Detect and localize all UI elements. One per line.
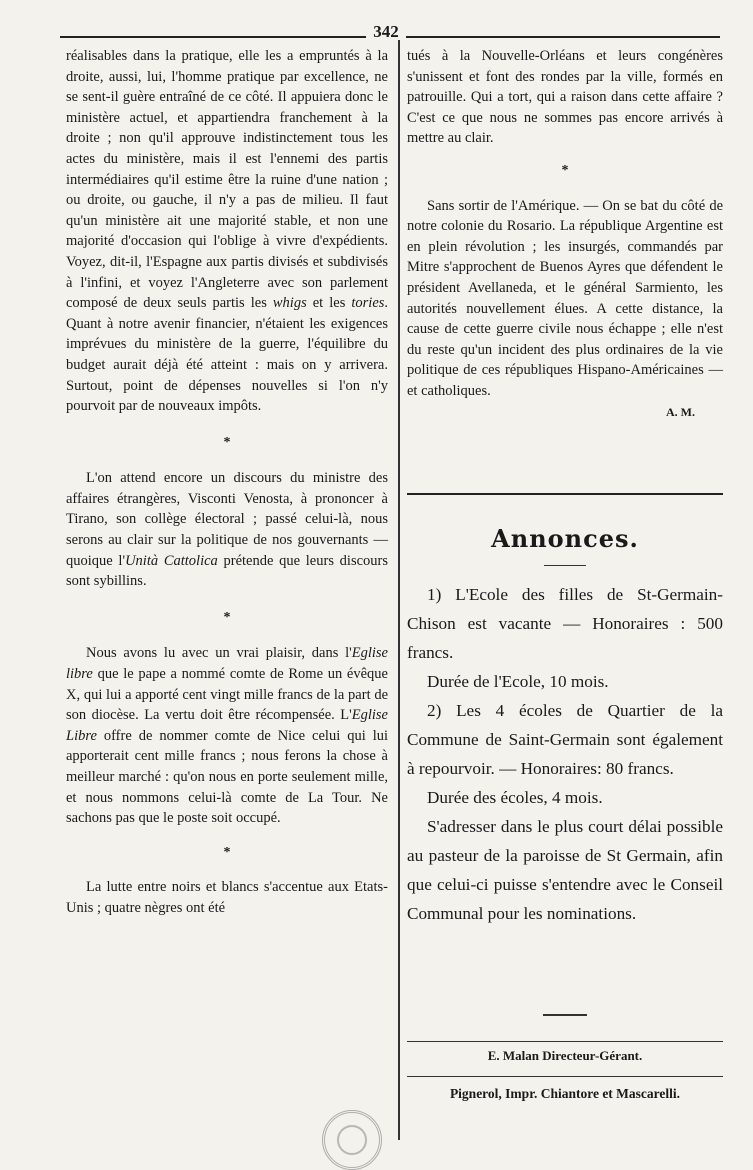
heading-underline bbox=[544, 565, 586, 566]
italic-term: Eglise Libre bbox=[66, 707, 388, 744]
announcement-item: 1) L'Ecole des filles de St-Germain-Chison est vacante — Honoraires : 500 francs. bbox=[407, 585, 723, 662]
paragraph-text: Nous avons lu avec un vrai plaisir, dans l' bbox=[86, 645, 352, 662]
paragraph-text: prétende que leurs discours sont sybillins. bbox=[66, 552, 389, 590]
paragraph-text: L'on attend encore un discours du ministre des affaires étrangères, Visconti Venosta, à prononcer à Tirano, son collège électoral ; passé celui-là, nous serons au clair sur la politique de nos gouvernants — quoique l' bbox=[66, 470, 388, 569]
annonces-heading: Annonces. bbox=[491, 524, 639, 553]
paragraph-text: offre de nommer comte de Nice celui qui lui apporterait cent mille francs ; nous ferons la chose à meilleur marché : qu'on nous en porte seulement mille, et nous nommons celui-là comte de La Tour. Ne sachons pas que le poste soit occupé. bbox=[66, 727, 388, 827]
section-separator: * bbox=[561, 162, 569, 178]
paragraph-text: . Quant à notre avenir financier, n'étaient les exigences imprévues du ministère de la guerre, l'équilibre du budget aurait déjà été atteint : mais on y arrivera. Surtout, point de dépenses nouvelles si l'on n'y pourvoit par de nouveaux impôts. bbox=[66, 295, 389, 415]
section-separator: * bbox=[223, 434, 231, 450]
article-paragraph: La lutte entre noirs et blancs s'accentue aux Etats-Unis ; quatre nègres ont été bbox=[66, 879, 388, 916]
article-paragraph: tués à la Nouvelle-Orléans et leurs congénères s'unissent et font des rondes par la ville, formés en patrouille. Qui a tort, qui a raison dans cette affaire ? C'est ce que nous ne sommes pas encore arrivés à mettre au clair. bbox=[407, 48, 723, 147]
footer-rule bbox=[407, 1076, 723, 1077]
announcement-item: 2) Les 4 écoles de Quartier de la Commune de Saint-Germain sont également à repourvoir. — Honoraires: 80 francs. bbox=[407, 701, 723, 778]
column-divider bbox=[398, 40, 400, 1140]
announcement-duration: Durée de l'Ecole, 10 mois. bbox=[427, 672, 609, 691]
page-number: 342 bbox=[366, 22, 406, 42]
italic-term: whigs bbox=[272, 295, 307, 312]
annonces-section bbox=[407, 580, 723, 928]
section-rule bbox=[543, 1014, 587, 1016]
article-paragraph bbox=[66, 643, 388, 828]
section-separator: * bbox=[223, 844, 231, 860]
italic-term: Eglise libre bbox=[66, 645, 388, 683]
left-column bbox=[66, 46, 388, 919]
paragraph-text: réalisables dans la pratique, elle les a empruntés à la droite, aussi, lui, l'homme pratique par excellence, ne se sent-il guère entraîné de ce côté. Il appuiera donc le ministère actuel, et appartiendra franchement à la droite ; non qu'il approuve indistinctement tous les actes du ministère, mais il est l'ennemi des partis intermédiaires qu'il estime être la ruine d'une nation ; ou droite, ou gauche, il n'y a pas de milieu. Il faut qu'un ministère ait une majorité stable, et non une majorité d'occasion qui l'oblige à vivre d'expédients. Voyez, dit-il, l'Espagne aux partis divisés et subdivisés à l'infini, et voyez l'Angleterre avec son parlement composé de deux seuls partis les bbox=[66, 48, 388, 312]
paragraph-text: et les bbox=[312, 295, 346, 312]
right-column bbox=[407, 46, 723, 422]
announcement-duration: Durée des écoles, 4 mois. bbox=[427, 788, 603, 807]
article-signature: A. M. bbox=[666, 404, 695, 419]
article-paragraph bbox=[66, 46, 388, 417]
article-paragraph bbox=[66, 468, 388, 592]
footer-rule bbox=[407, 1041, 723, 1042]
printer-line: Pignerol, Impr. Chiantore et Mascarelli. bbox=[449, 1086, 681, 1101]
section-separator: * bbox=[223, 609, 231, 625]
paragraph-text: que le pape a nommé comte de Rome un évêque X, qui lui a apporté cent vingt mille francs de la part de son diocèse. La vertu doit être récompensée. L' bbox=[66, 666, 388, 724]
library-stamp-icon bbox=[322, 1110, 382, 1170]
director-line: E. Malan Directeur-Gérant. bbox=[487, 1048, 643, 1063]
italic-term: tories bbox=[351, 295, 385, 312]
section-rule bbox=[407, 493, 723, 495]
italic-term: Unità Cattolica bbox=[125, 552, 218, 569]
announcement-item: S'adresser dans le plus court délai possible au pasteur de la paroisse de St Germain, afin que celui-ci puisse s'entendre avec le Conseil Communal pour les nominations. bbox=[407, 817, 723, 923]
article-paragraph: Sans sortir de l'Amérique. — On se bat du côté de notre colonie du Rosario. La république Argentine est en plein révolution ; les insurgés, commandés par Mitre s'approchent de Buenos Ayres que défendent le président Avellaneda, et le général Sarmiento, les autorités nouvellement élues. A cette distance, la cause de cette guerre civile nous échappe ; elle n'est du reste qu'un incident des plus ordinaires de la vie politique de ces républiques Hispano-Américaines — et catholiques. bbox=[407, 197, 723, 399]
